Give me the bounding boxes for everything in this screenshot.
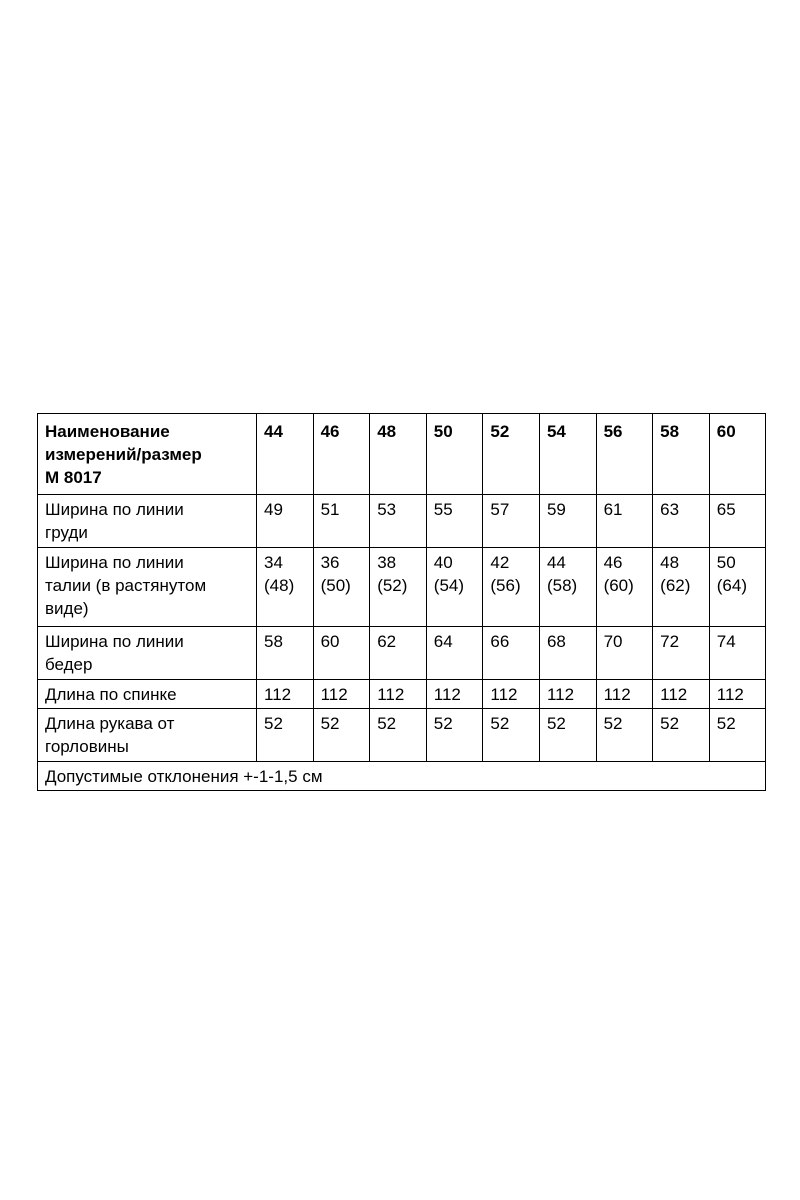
value-cell: 52 [370,709,427,762]
value-cell: 60 [313,627,370,680]
value-cell: 112 [709,680,766,709]
table-row-hip-width [38,627,766,680]
value-cell: 52 [426,709,483,762]
value-cell: 51 [313,495,370,548]
row-label-cell: Длина рукава от горловины [38,709,257,762]
value-cell: 52 [653,709,710,762]
value-cell: 66 [483,627,540,680]
value-cell: 112 [483,680,540,709]
value-cell: 74 [709,627,766,680]
size-header-cell: 44 [257,414,314,495]
value-cell: 46 (60) [596,548,653,627]
table-row-note [38,762,766,791]
row-label-cell: Ширина по линии талии (в растянутом виде) [38,548,257,627]
value-cell: 34 (48) [257,548,314,627]
size-chart-table [37,413,766,791]
tolerance-note: Допустимые отклонения +-1-1,5 см [38,762,766,791]
value-cell: 52 [539,709,596,762]
table-header-row [38,414,766,495]
size-header-cell: 58 [653,414,710,495]
value-cell: 112 [539,680,596,709]
size-header-cell: 50 [426,414,483,495]
size-header-cell: 60 [709,414,766,495]
size-header-cell: 46 [313,414,370,495]
value-cell: 112 [370,680,427,709]
table-row-waist-width [38,548,766,627]
value-cell: 112 [653,680,710,709]
value-cell: 52 [483,709,540,762]
value-cell: 70 [596,627,653,680]
size-header-cell: 56 [596,414,653,495]
value-cell: 68 [539,627,596,680]
value-cell: 72 [653,627,710,680]
row-label-cell: Ширина по линии бедер [38,627,257,680]
table-row-sleeve-length [38,709,766,762]
value-cell: 59 [539,495,596,548]
value-cell: 38 (52) [370,548,427,627]
value-cell: 48 (62) [653,548,710,627]
table-row-chest-width [38,495,766,548]
value-cell: 52 [596,709,653,762]
value-cell: 62 [370,627,427,680]
value-cell: 36 (50) [313,548,370,627]
value-cell: 52 [709,709,766,762]
value-cell: 50 (64) [709,548,766,627]
value-cell: 61 [596,495,653,548]
table-row-back-length [38,680,766,709]
size-header-cell: 48 [370,414,427,495]
value-cell: 42 (56) [483,548,540,627]
value-cell: 112 [257,680,314,709]
value-cell: 112 [313,680,370,709]
row-label-cell: Ширина по линии груди [38,495,257,548]
value-cell: 44 (58) [539,548,596,627]
value-cell: 40 (54) [426,548,483,627]
row-label-cell: Длина по спинке [38,680,257,709]
size-header-cell: 52 [483,414,540,495]
value-cell: 64 [426,627,483,680]
value-cell: 52 [257,709,314,762]
value-cell: 63 [653,495,710,548]
value-cell: 112 [426,680,483,709]
header-label-cell: Наименование измерений/размер М 8017 [38,414,257,495]
value-cell: 65 [709,495,766,548]
value-cell: 49 [257,495,314,548]
value-cell: 55 [426,495,483,548]
value-cell: 53 [370,495,427,548]
value-cell: 57 [483,495,540,548]
value-cell: 58 [257,627,314,680]
value-cell: 112 [596,680,653,709]
size-header-cell: 54 [539,414,596,495]
value-cell: 52 [313,709,370,762]
